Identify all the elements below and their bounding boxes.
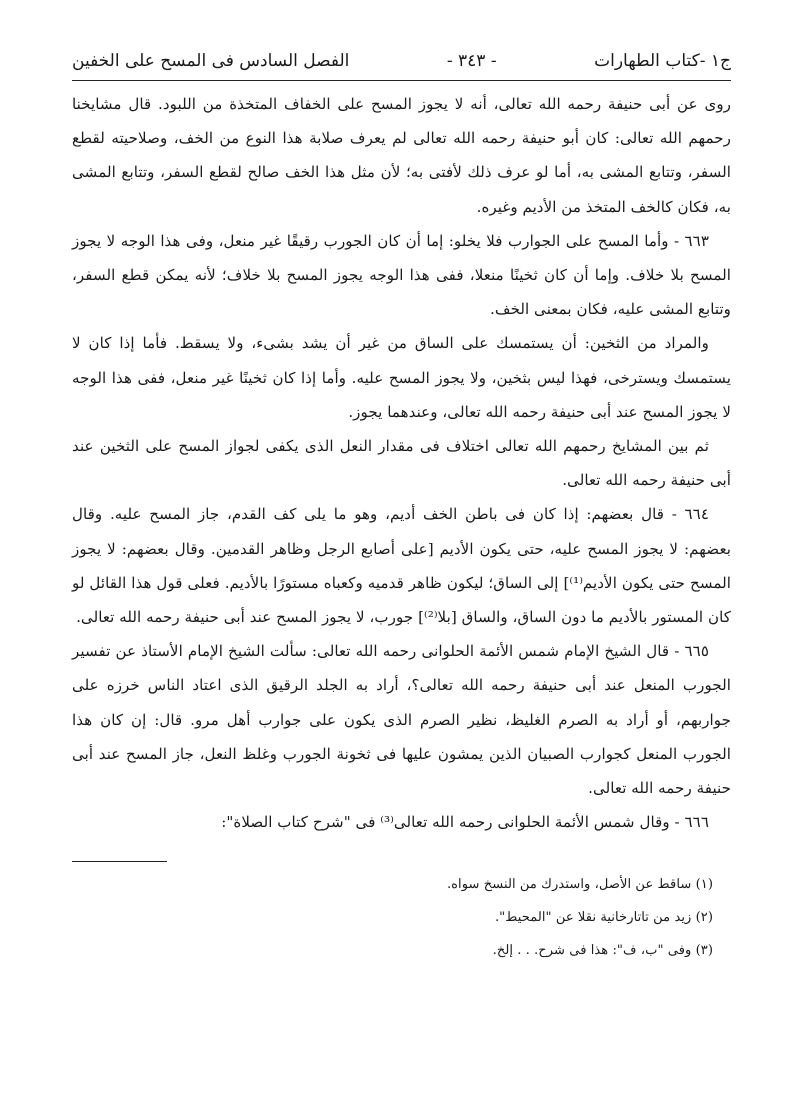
footnote: (١) ساقط عن الأصل، واستدرك من النسخ سواه. <box>446 877 713 893</box>
paragraph: ٦٦٥ - قال الشيخ الإمام شمس الأئمة الحلوانى رحمه الله تعالى: سألت الشيخ الإمام الأستاذ عن تفسير الجورب المنعل عند أبى حنيفة رحمه الله تعالى؟، أراد به الجلد الرقيق الذى اعتاد الناس خرزه على جواربهم، أو أراد به الصرم الغليظ، نظير الصرم الذى يكون على جوارب أهل مرو. قال: إن كان هذا الجورب المنعل كجوارب الصبيان الذين يمشون عليها فى ثخونة الجورب وغلظ النعل، جاز المسح عند أبى حنيفة رحمه الله تعالى. <box>72 642 731 798</box>
footnote-divider <box>72 861 167 862</box>
paragraph: ٦٦٦ - وقال شمس الأئمة الحلوانى رحمه الله تعالى⁽³⁾ فى "شرح كتاب الصلاة": <box>221 813 709 832</box>
footnote: (٢) زيد من تاتارخانية نقلا عن "المحيط". <box>494 910 713 926</box>
header-chapter-title: الفصل السادس فى المسح على الخفين <box>72 51 350 71</box>
paragraph: ثم بين المشايخ رحمهم الله تعالى اختلاف فى مقدار النعل الذى يكفى لجواز المسح على الثخين عند أبى حنيفة رحمه الله تعالى. <box>72 437 731 490</box>
header-book-title: ج١ -كتاب الطهارات <box>594 51 731 71</box>
paragraph: ٦٦٤ - قال بعضهم: إذا كان فى باطن الخف أديم، وهو ما يلى كف القدم، جاز المسح عليه. وقال بعضهم: لا يجوز المسح عليه، حتى يكون الأديم [على أصابع الرجل وظاهر القدمين. وقال بعضهم: لا يجوز المسح حتى يكون الأديم⁽¹⁾] إلى الساق؛ ليكون ظاهر قدميه وكعباه مستورًا بالأديم. فعلى قول هذا القائل لو كان المستور بالأديم ما دون الساق، والساق [بلا⁽²⁾] جورب، لا يجوز المسح عند أبى حنيفة رحمه الله تعالى. <box>72 505 731 627</box>
paragraph: والمراد من الثخين: أن يستمسك على الساق من غير أن يشد بشىء، ولا يسقط. فأما إذا كان لا يستمسك ويسترخى، فهذا ليس بثخين، ولا يجوز المسح عليه. وأما إذا كان ثخينًا غير منعل، ففى هذا الوجه لا يجوز المسح عند أبى حنيفة رحمه الله تعالى، وعندهما يجوز. <box>72 334 731 421</box>
footnote: (٣) وفى "ب، ف": هذا فى شرح. . . إلخ. <box>492 943 713 959</box>
paragraph: ٦٦٣ - وأما المسح على الجوارب فلا يخلو: إما أن كان الجورب رقيقًا غير منعل، وفى هذا الوجه لا يجوز المسح بلا خلاف. وإما أن كان ثخينًا منعلا، ففى هذا الوجه يجوز المسح بلا خلاف؛ لأنه يمكن قطع السفر، وتتابع المشى عليه، فكان بمعنى الخف. <box>72 231 731 319</box>
paragraph: روى عن أبى حنيفة رحمه الله تعالى، أنه لا يجوز المسح على الخفاف المتخذة من اللبود. قال مشايخنا رحمهم الله تعالى: كان أبو حنيفة رحمه الله تعالى لم يعرف صلابة هذا النوع من الخف، وصلاحيته لقطع السفر، وتتابع المشى به، أما لو عرف ذلك لأفتى به؛ لأن مثل هذا الخف صالح لقطع السفر، وتتابع المشى به، فكان كالخف المتخذ من الأديم وغيره. <box>72 95 731 216</box>
footnotes <box>72 868 731 967</box>
page-number: - ٣٤٣ - <box>446 51 497 71</box>
running-header <box>72 48 731 81</box>
body-text <box>72 87 731 839</box>
